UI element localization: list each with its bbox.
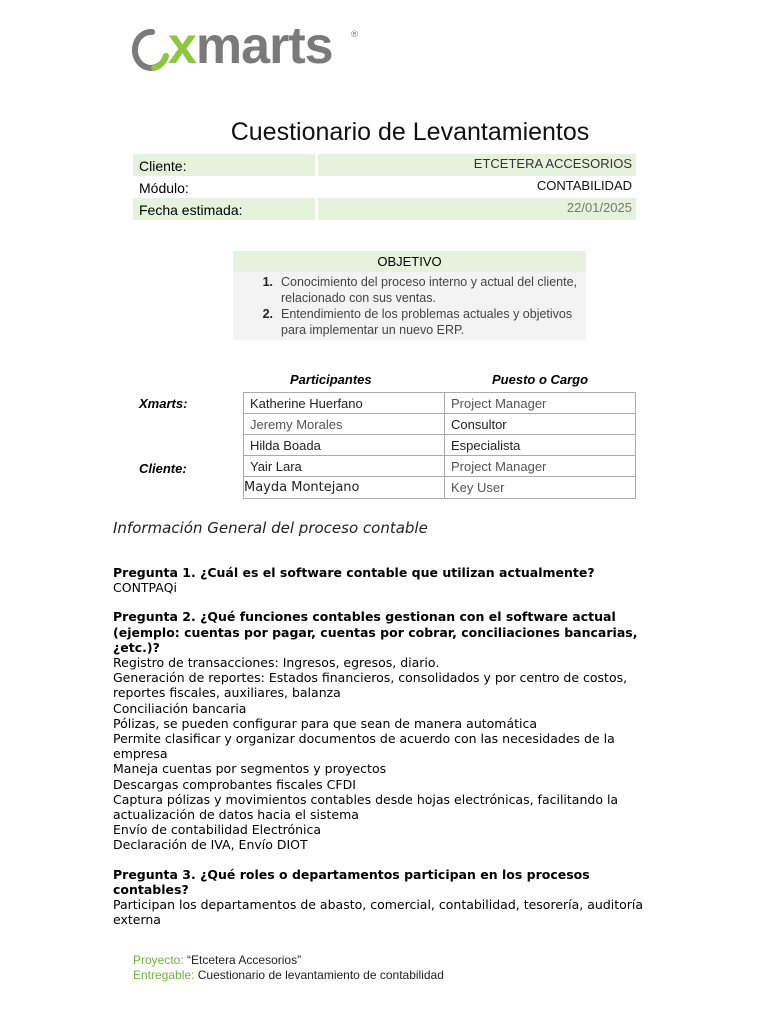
info-label: Módulo:	[139, 180, 189, 196]
participant-name: Yair Lara	[244, 456, 445, 477]
answer-line: Registro de transacciones: Ingresos, egresos, diario.	[113, 655, 440, 671]
info-label: Cliente:	[133, 154, 315, 176]
info-row-fecha	[133, 198, 636, 220]
participant-name: Hilda Boada	[244, 435, 445, 456]
question-block	[113, 609, 653, 852]
objective-list	[233, 272, 586, 340]
answer-line: Declaración de IVA, Envío DIOT	[113, 837, 308, 853]
footer-project	[133, 953, 444, 968]
section-heading: Información General del proceso contable	[113, 519, 428, 537]
footer-deliverable-label: Entregable:	[133, 968, 195, 982]
objective-box	[233, 251, 586, 340]
objective-text: Conocimiento del proceso interno y actual del cliente, relacionado con sus ventas.	[281, 275, 578, 305]
logo-registered-mark: ®	[350, 30, 359, 40]
participants-column-header: Participantes	[290, 372, 372, 387]
objective-text: Entendimiento de los problemas actuales y objetivos para implementar un nuevo ERP.	[281, 307, 573, 337]
objective-number: 1.	[262, 275, 273, 289]
objective-number: 2.	[262, 307, 273, 321]
question-block	[113, 565, 653, 595]
group-label-cliente: Cliente:	[139, 461, 187, 476]
participant-name: Jeremy Morales	[244, 414, 445, 435]
participant-role: Project Manager	[445, 456, 636, 477]
logo-ring-icon	[132, 26, 172, 76]
objective-title: OBJETIVO	[233, 251, 586, 272]
page-footer	[133, 953, 444, 983]
answer-line: Captura pólizas y movimientos contables desde hojas electrónicas, facilitando la actualización de datos hacia el sistema	[113, 791, 619, 823]
xmarts-logo	[132, 17, 364, 78]
info-value: CONTABILIDAD	[536, 178, 632, 193]
participant-row	[244, 456, 636, 477]
group-label-xmarts: Xmarts:	[139, 396, 188, 411]
answer-line: Participan los departamentos de abasto, comercial, contabilidad, tesorería, auditoría externa	[113, 897, 644, 928]
answer-line: Pólizas, se pueden configurar para que sean de manera automática	[113, 715, 538, 731]
participants-table	[243, 392, 636, 499]
footer-deliverable	[133, 968, 444, 983]
participant-row	[244, 393, 636, 414]
participant-role: Project Manager	[445, 393, 636, 414]
question-text: Pregunta 2. ¿Qué funciones contables gestionan con el software actual (ejemplo: cuentas por pagar, cuentas por cobrar, conciliaciones bancarias, ¿etc.)?	[113, 609, 638, 655]
answer-line: Envío de contabilidad Electrónica	[113, 822, 322, 838]
info-value: 22/01/2025	[318, 198, 636, 220]
participant-name: Mayda Montejano	[244, 477, 445, 499]
role-column-header: Puesto o Cargo	[492, 372, 589, 387]
participant-name: Katherine Huerfano	[244, 393, 445, 414]
questions-section	[113, 565, 653, 927]
info-value: ETCETERA ACCESORIOS	[318, 154, 636, 176]
objective-item	[233, 306, 578, 338]
question-block	[113, 867, 653, 928]
objective-item	[233, 274, 578, 306]
footer-deliverable-value: Cuestionario de levantamiento de contabilidad	[197, 968, 444, 982]
answer-line: Maneja cuentas por segmentos y proyectos	[113, 761, 387, 777]
answer-line: CONTPAQi	[113, 580, 177, 596]
participant-row	[244, 435, 636, 456]
answer-line: Generación de reportes: Estados financieros, consolidados y por centro de costos, reportes fiscales, auxiliares, balanza	[113, 670, 628, 701]
answer-line: Conciliación bancaria	[113, 700, 247, 716]
info-row-modulo	[133, 176, 636, 198]
participant-role: Consultor	[445, 414, 636, 435]
answer-line: Descargas comprobantes fiscales CFDI	[113, 776, 356, 792]
question-text: Pregunta 1. ¿Cuál es el software contable que utilizan actualmente?	[113, 565, 595, 580]
info-row-cliente	[133, 154, 636, 176]
info-label: Fecha estimada:	[133, 198, 315, 220]
answer-line: Permite clasificar y organizar documentos de acuerdo con las necesidades de la empresa	[113, 731, 615, 762]
question-text: Pregunta 3. ¿Qué roles o departamentos participan en los procesos contables?	[113, 866, 590, 897]
info-table	[133, 154, 636, 220]
participant-role: Especialista	[445, 435, 636, 456]
logo-wordmark: xmarts	[168, 17, 333, 75]
participant-row	[244, 414, 636, 435]
participant-row	[244, 477, 636, 499]
document-title: Cuestionario de Levantamientos	[230, 118, 590, 146]
footer-project-label: Proyecto:	[133, 953, 184, 967]
footer-project-value: “Etcetera Accesorios”	[187, 953, 302, 967]
participant-role: Key User	[445, 477, 636, 499]
